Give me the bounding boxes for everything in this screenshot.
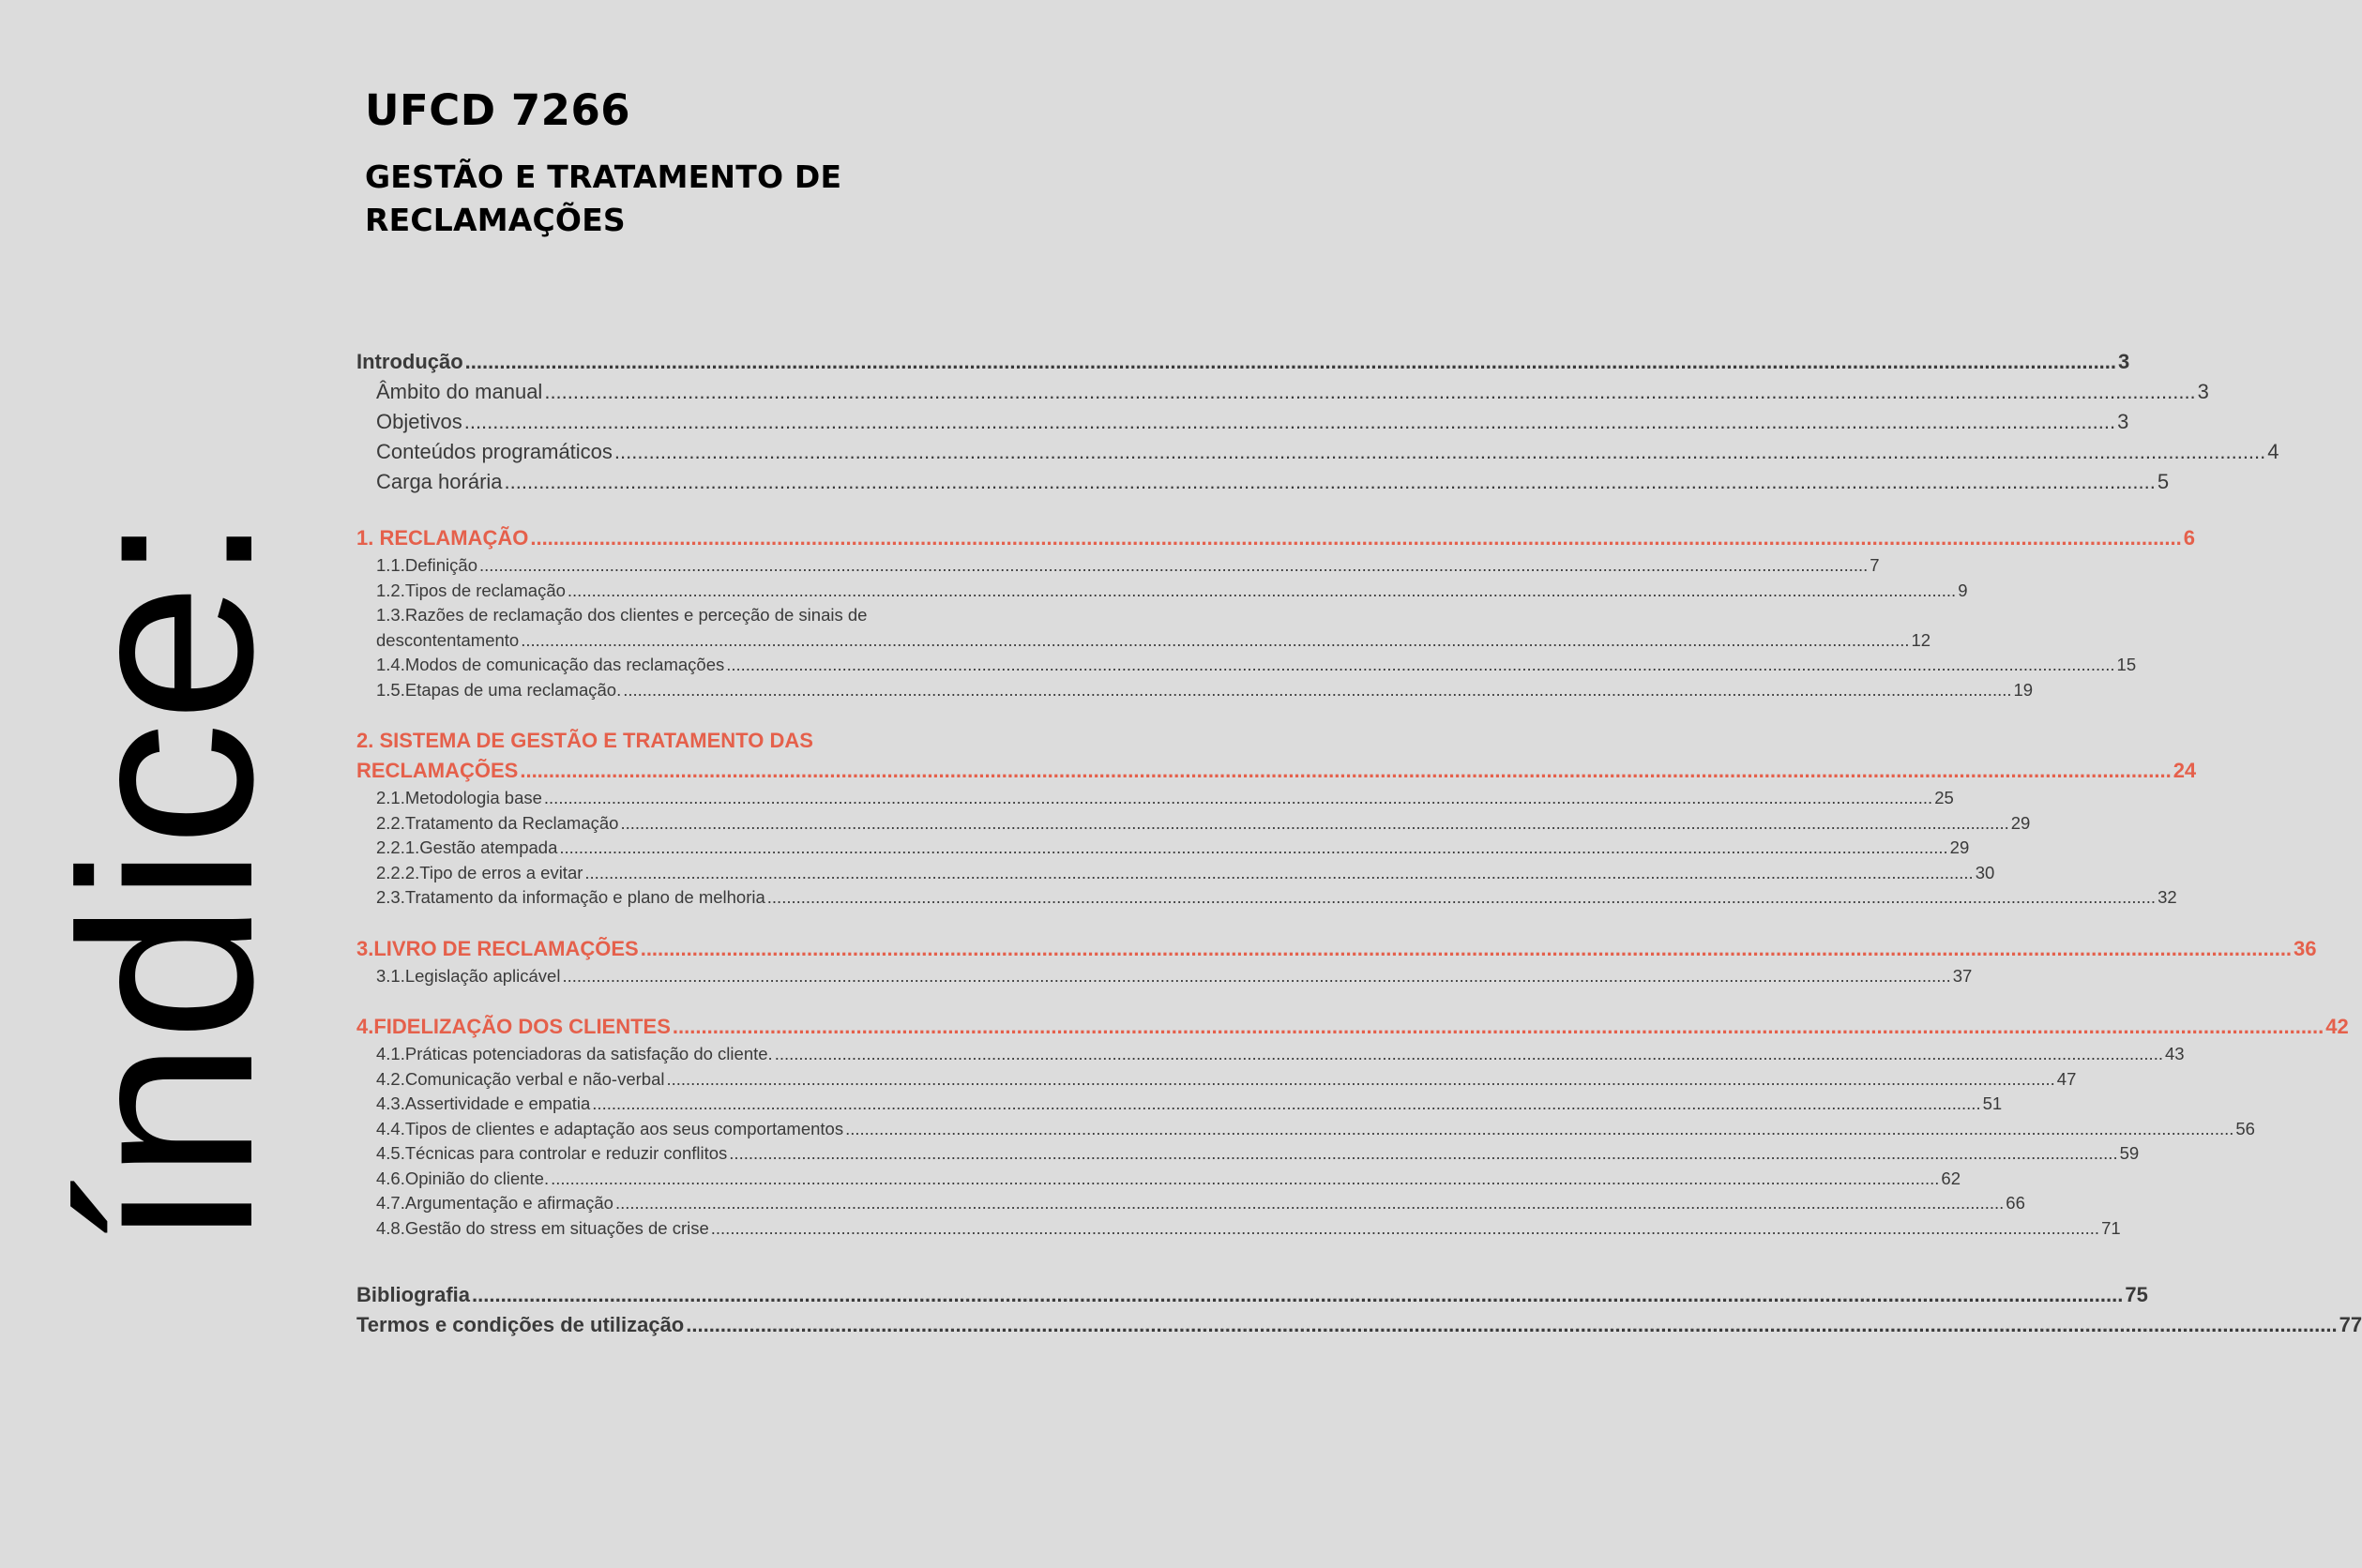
toc-entry[interactable] [356, 836, 1970, 861]
toc-label: Objetivos [376, 410, 462, 433]
toc-entry[interactable] [356, 861, 1995, 886]
dot-leader [472, 1280, 2123, 1310]
dot-leader [530, 523, 2181, 553]
toc-label: 4.5.Técnicas para controlar e reduzir conflitos [376, 1143, 728, 1163]
toc-entry-bibliografia[interactable] [356, 1280, 2148, 1310]
toc-label: 2.3.Tratamento da informação e plano de melhoria [376, 887, 765, 907]
dot-leader [775, 1042, 2163, 1067]
toc-page: 12 [1911, 629, 1931, 650]
toc-page: 37 [1952, 965, 1973, 986]
toc-page: 59 [2119, 1143, 2140, 1163]
spacer [356, 988, 994, 1012]
toc-page: 15 [2116, 655, 2137, 674]
toc-label: 4.4.Tipos de clientes e adaptação aos seus comportamentos [376, 1118, 844, 1138]
document-header [365, 84, 1022, 242]
toc-label: Carga horária [376, 470, 503, 493]
toc-section-4[interactable] [356, 1012, 2349, 1042]
dot-leader [559, 836, 1947, 861]
dot-leader [686, 1310, 2337, 1340]
toc-section-1[interactable] [356, 523, 2195, 553]
toc-entry[interactable] [356, 885, 2177, 911]
toc-entry[interactable] [356, 964, 1973, 989]
toc-label: 4.2.Comunicação verbal e não-verbal [376, 1068, 665, 1089]
toc-label: 1.5.Etapas de uma reclamação. [376, 679, 622, 700]
toc-page: 77 [2339, 1313, 2362, 1336]
toc-entry[interactable] [356, 653, 2137, 678]
toc-label: Âmbito do manual [376, 380, 543, 403]
toc-page: 25 [1934, 788, 1954, 807]
dot-leader [465, 347, 2116, 377]
dot-leader [544, 377, 2195, 407]
toc-label: 4.1.Práticas potenciadoras da satisfação do cliente. [376, 1044, 773, 1063]
toc-entry[interactable] [356, 1092, 2003, 1117]
dot-leader [729, 1141, 2117, 1167]
toc-page: 3 [2118, 350, 2130, 373]
toc-page: 3 [2197, 380, 2209, 403]
toc-page: 42 [2325, 1015, 2349, 1038]
toc-page: 51 [1982, 1093, 2003, 1113]
side-title [29, 514, 304, 1249]
toc-entry[interactable] [356, 1216, 2121, 1242]
toc-page: 30 [1975, 862, 1995, 882]
toc-label: 3.1.Legislação aplicável [376, 965, 561, 986]
toc-page: 47 [2056, 1068, 2077, 1089]
toc-entry[interactable] [356, 553, 1880, 579]
toc-label: 1. RECLAMAÇÃO [356, 526, 529, 550]
dot-leader [520, 756, 2171, 786]
toc-entry[interactable] [356, 1042, 2185, 1067]
toc-entry[interactable] [356, 678, 2034, 703]
toc-entry[interactable] [356, 467, 2170, 497]
dot-leader [666, 1067, 2054, 1093]
toc-page: 71 [2101, 1217, 2121, 1238]
toc-entry-introducao[interactable] [356, 347, 2130, 377]
dot-leader [551, 1167, 1939, 1192]
toc-label: Conteúdos programáticos [376, 440, 613, 463]
toc-page: 66 [2006, 1193, 2025, 1213]
toc-label: 3.LIVRO DE RECLAMAÇÕES [356, 936, 639, 960]
toc-page: 75 [2125, 1283, 2148, 1306]
dot-leader [505, 467, 2156, 497]
dot-leader [615, 1191, 2004, 1216]
toc-page: 19 [2013, 679, 2034, 700]
toc-page: 56 [2235, 1118, 2255, 1138]
toc-entry[interactable] [356, 1067, 2077, 1093]
toc-page: 36 [2294, 936, 2317, 960]
toc-page: 3 [2117, 410, 2129, 433]
dot-leader [614, 437, 2265, 467]
dot-leader [544, 786, 1932, 811]
side-title-text: índice: [29, 525, 304, 1249]
toc-label: 2.2.Tratamento da Reclamação [376, 812, 619, 833]
toc-entry[interactable] [356, 1141, 2140, 1167]
toc-section-3[interactable] [356, 934, 2317, 964]
spacer [356, 702, 994, 726]
toc-label: Termos e condições de utilização [356, 1313, 685, 1336]
toc-entry[interactable] [356, 579, 1968, 604]
spacer [356, 1241, 994, 1280]
course-code: UFCD 7266 [365, 85, 631, 135]
dot-leader [584, 861, 1973, 886]
toc-section-line-2-row [356, 756, 2197, 786]
toc-section-2[interactable] [356, 726, 2197, 786]
toc-page: 32 [2158, 887, 2177, 907]
dot-leader [592, 1092, 1980, 1117]
toc-entry[interactable] [356, 437, 2279, 467]
toc-entry-wrapped[interactable] [356, 603, 1931, 653]
toc-label: 4.3.Assertividade e empatia [376, 1093, 591, 1113]
dot-leader [767, 885, 2156, 911]
dot-leader [521, 628, 1909, 654]
dot-leader [726, 653, 2114, 678]
toc-page: 29 [1949, 837, 1970, 857]
course-title: GESTÃO E TRATAMENTO DE RECLAMAÇÕES [365, 158, 842, 238]
toc-label: 1.1.Definição [376, 555, 477, 575]
dot-leader [623, 678, 2011, 703]
toc-section-label-line-2: RECLAMAÇÕES [356, 759, 519, 782]
toc-label: 2.2.1.Gestão atempada [376, 837, 558, 857]
toc-label: 1.4.Modos de comunicação das reclamações [376, 655, 725, 674]
toc-label-line-2: descontentamento [376, 629, 520, 650]
toc-page: 9 [1958, 580, 1968, 600]
toc-label: 2.2.2.Tipo de erros a evitar [376, 862, 583, 882]
spacer [356, 497, 994, 523]
toc-entry[interactable] [356, 1191, 2025, 1216]
toc-entry[interactable] [356, 811, 2031, 837]
dot-leader [464, 407, 2115, 437]
toc-page: 62 [1941, 1168, 1961, 1188]
dot-leader [845, 1117, 2233, 1142]
toc-entry[interactable] [356, 1117, 2255, 1142]
toc-page: 29 [2010, 812, 2031, 833]
toc-label-line-1: 1.3.Razões de reclamação dos clientes e perceção de sinais de [376, 605, 868, 625]
toc-page: 6 [2183, 526, 2195, 550]
toc-entry-termos[interactable] [356, 1310, 2362, 1340]
toc-page: 24 [2173, 759, 2197, 782]
toc-page: 5 [2157, 470, 2170, 493]
dot-leader [479, 553, 1868, 579]
spacer [356, 911, 994, 934]
side-title-svg [29, 514, 304, 1249]
toc-label: 4.8.Gestão do stress em situações de crise [376, 1217, 709, 1238]
toc-label: 2.1.Metodologia base [376, 788, 542, 807]
toc-entry[interactable] [356, 1167, 1961, 1192]
toc-label-line-2-row [356, 628, 1931, 654]
toc-entry[interactable] [356, 786, 1954, 811]
dot-leader [711, 1216, 2099, 1242]
dot-leader [673, 1012, 2324, 1042]
toc-page: 4 [2267, 440, 2279, 463]
dot-leader [620, 811, 2008, 837]
toc-label: 1.2.Tipos de reclamação [376, 580, 566, 600]
toc-label: 4.6.Opinião do cliente. [376, 1168, 550, 1188]
dot-leader [641, 934, 2292, 964]
toc-label: Bibliografia [356, 1283, 471, 1306]
toc-entry[interactable] [356, 377, 2209, 407]
toc-page: 43 [2164, 1044, 2185, 1063]
toc-entry[interactable] [356, 407, 2129, 437]
toc-label: 4.7.Argumentação e afirmação [376, 1193, 613, 1213]
toc-label: Introdução [356, 350, 463, 373]
table-of-contents [356, 347, 2362, 1340]
toc-section-label-line-1: 2. SISTEMA DE GESTÃO E TRATAMENTO DAS [356, 729, 813, 752]
dot-leader [568, 579, 1956, 604]
dot-leader [562, 964, 1950, 989]
toc-label: 4.FIDELIZAÇÃO DOS CLIENTES [356, 1015, 671, 1038]
toc-page: 7 [1870, 555, 1880, 575]
